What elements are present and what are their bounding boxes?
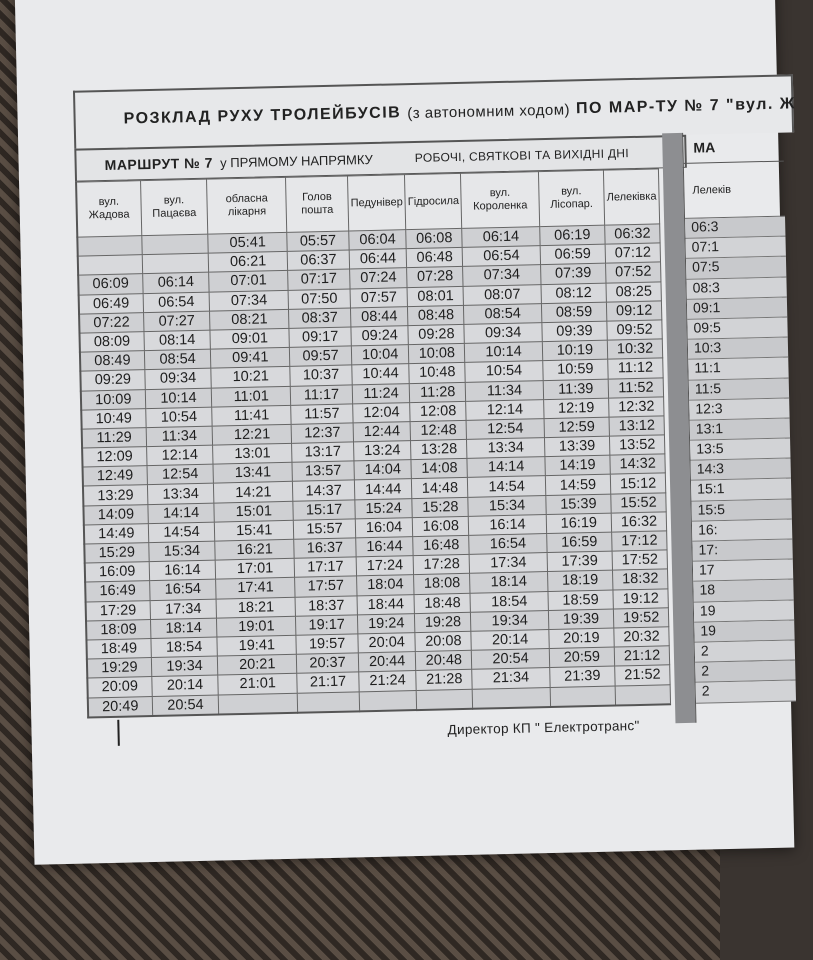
time-cell: 18:09 [86, 619, 151, 640]
time-cell: 09:24 [351, 326, 409, 346]
time-cell: 12:19 [543, 398, 609, 419]
time-cell [550, 686, 616, 707]
time-cell: 17:29 [86, 600, 151, 621]
time-cell: 19:29 [87, 658, 152, 679]
time-cell: 06:59 [540, 244, 606, 265]
time-cell: 20:54 [472, 649, 550, 670]
column-header: Лелеківка [604, 169, 660, 225]
time-cell: 18:49 [86, 639, 151, 660]
time-cell: 15:57 [293, 519, 355, 540]
paper-sheet [14, 0, 794, 865]
time-cell: 14:32 [610, 454, 665, 474]
time-cell: 09:29 [80, 370, 145, 391]
time-cell: 06:32 [605, 224, 660, 244]
time-cell: 05:57 [287, 231, 349, 252]
return-time-cell: 19 [694, 600, 794, 622]
time-cell: 16:59 [546, 532, 612, 553]
time-cell: 18:37 [295, 595, 357, 616]
time-cell: 18:54 [470, 591, 548, 612]
time-cell: 08:48 [408, 305, 465, 325]
time-cell: 06:14 [142, 273, 209, 294]
time-cell: 06:54 [463, 246, 541, 267]
time-cell: 19:12 [613, 588, 668, 608]
return-time-cell: 2 [695, 661, 795, 683]
return-time-cell: 12:3 [689, 398, 789, 420]
time-cell: 21:01 [218, 674, 297, 695]
time-cell: 06:08 [406, 228, 463, 248]
time-cell: 16:54 [149, 579, 216, 600]
time-cell: 08:59 [541, 302, 607, 323]
title-main: РОЗКЛАД РУХУ ТРОЛЕЙБУСІВ [123, 104, 402, 128]
return-time-cell: 15:5 [691, 499, 791, 521]
time-cell: 14:59 [545, 475, 611, 496]
time-cell: 15:41 [215, 520, 294, 541]
time-cell: 07:27 [143, 311, 210, 332]
time-cell: 15:52 [611, 492, 666, 512]
time-cell: 16:32 [611, 512, 666, 532]
time-cell: 20:48 [416, 650, 473, 670]
time-cell: 19:52 [614, 608, 669, 628]
time-cell: 18:59 [548, 590, 614, 611]
time-cell: 20:14 [151, 675, 218, 696]
time-cell: 17:34 [470, 553, 548, 574]
time-cell: 20:04 [358, 633, 416, 653]
time-cell: 10:54 [465, 361, 543, 382]
time-cell: 19:57 [296, 634, 358, 655]
column-header: Гідросила [405, 173, 462, 229]
route-direction: у ПРЯМОМУ НАПРЯМКУ [219, 151, 373, 170]
time-cell: 06:21 [209, 252, 288, 273]
time-cell: 21:39 [549, 666, 615, 687]
time-cell: 06:37 [287, 250, 349, 271]
time-cell: 12:54 [147, 464, 214, 485]
time-cell: 05:41 [208, 232, 287, 253]
column-header: вул. Жадова [76, 181, 141, 237]
time-cell: 20:32 [614, 627, 669, 647]
return-time-cell: 11:5 [689, 378, 789, 400]
time-cell: 10:08 [409, 343, 466, 363]
time-cell: 09:17 [289, 327, 351, 348]
return-time-cell: 19 [694, 620, 794, 642]
time-cell: 08:54 [464, 303, 542, 324]
time-cell: 14:54 [148, 522, 215, 543]
timetable [75, 168, 671, 718]
time-cell: 06:04 [349, 230, 407, 250]
time-cell: 10:09 [81, 389, 146, 410]
time-cell: 18:54 [151, 637, 218, 658]
time-cell: 08:07 [463, 284, 541, 305]
time-cell: 16:04 [355, 517, 413, 537]
time-cell: 08:44 [351, 306, 409, 326]
time-cell: 13:17 [292, 442, 354, 463]
return-time-cell: 09:5 [687, 317, 787, 339]
time-cell: 10:32 [607, 339, 662, 359]
time-cell: 15:29 [84, 543, 149, 564]
time-cell: 16:21 [215, 539, 294, 560]
time-cell: 20:14 [471, 629, 549, 650]
time-cell: 12:21 [213, 424, 292, 445]
column-header: вул. Лісопар. [538, 170, 605, 226]
time-cell: 09:52 [607, 320, 662, 340]
time-cell: 10:19 [542, 340, 608, 361]
time-cell: 12:37 [291, 423, 353, 444]
time-cell: 12:09 [82, 447, 147, 468]
return-time-cell: 11:1 [688, 358, 788, 380]
time-cell: 11:34 [146, 426, 213, 447]
time-cell: 20:59 [549, 647, 615, 668]
time-cell: 16:49 [85, 581, 150, 602]
time-cell: 17:34 [150, 599, 217, 620]
time-cell: 21:24 [359, 671, 417, 691]
time-cell: 11:28 [409, 382, 466, 402]
time-cell: 07:57 [350, 287, 408, 307]
time-cell: 10:49 [81, 408, 146, 429]
time-cell: 17:24 [356, 556, 414, 576]
time-cell: 07:34 [209, 290, 288, 311]
return-panel-header: Лелеків [684, 162, 785, 219]
time-cell: 20:49 [88, 696, 153, 717]
time-cell: 11:52 [608, 377, 663, 397]
time-cell: 10:48 [409, 363, 466, 383]
time-cell: 19:28 [415, 612, 472, 632]
return-panel-cells [685, 217, 796, 704]
time-cell: 08:25 [606, 281, 661, 301]
time-cell: 12:54 [467, 418, 545, 439]
return-time-cell: 13:5 [690, 439, 790, 461]
time-cell: 18:48 [414, 593, 471, 613]
time-cell: 12:04 [353, 402, 411, 422]
time-cell: 16:48 [413, 535, 470, 555]
column-header: вул. Короленка [461, 172, 539, 229]
time-cell: 13:24 [354, 441, 412, 461]
time-cell: 12:59 [544, 417, 610, 438]
time-cell: 11:41 [212, 405, 291, 426]
time-cell: 09:12 [607, 301, 662, 321]
time-cell: 18:14 [470, 572, 548, 593]
time-cell: 13:28 [411, 439, 468, 459]
time-cell: 14:14 [148, 503, 215, 524]
time-cell: 15:39 [545, 494, 611, 515]
time-cell: 12:48 [410, 420, 467, 440]
time-cell: 16:14 [469, 514, 547, 535]
time-cell: 17:01 [216, 558, 295, 579]
time-cell: 18:14 [150, 618, 217, 639]
time-cell: 06:14 [462, 227, 540, 248]
time-cell: 16:09 [85, 562, 150, 583]
margin-mark [117, 720, 120, 746]
time-cell: 18:08 [414, 574, 471, 594]
return-time-cell: 10:3 [688, 338, 788, 360]
time-cell: 19:41 [217, 635, 296, 656]
time-cell: 09:01 [210, 328, 289, 349]
time-cell: 06:49 [79, 293, 144, 314]
time-cell: 15:34 [468, 495, 546, 516]
time-cell: 08:54 [144, 349, 211, 370]
time-cell: 11:12 [608, 358, 663, 378]
time-cell: 18:32 [613, 569, 668, 589]
route-label: МАРШРУТ № 7 [104, 154, 214, 173]
time-cell: 06:54 [143, 292, 210, 313]
time-cell: 17:41 [216, 578, 295, 599]
time-cell: 12:44 [353, 422, 411, 442]
time-cell: 14:19 [545, 455, 611, 476]
time-cell: 20:08 [415, 631, 472, 651]
time-cell: 07:50 [288, 289, 350, 310]
return-time-cell: 2 [696, 681, 796, 703]
time-cell: 08:09 [79, 332, 144, 353]
time-cell: 10:44 [352, 364, 410, 384]
time-cell: 07:01 [209, 271, 288, 292]
return-time-cell: 14:3 [691, 459, 791, 481]
column-header: Педунівер [348, 175, 406, 231]
time-cell: 13:39 [544, 436, 610, 457]
return-time-cell: 08:3 [686, 277, 786, 299]
time-cell: 12:14 [466, 399, 544, 420]
time-cell: 20:37 [296, 653, 358, 674]
return-time-cell: 2 [695, 640, 795, 662]
signature-line: Директор КП " Електротранс" [447, 718, 640, 738]
time-cell [219, 693, 298, 714]
time-cell: 16:54 [469, 534, 547, 555]
column-header: обласна лікарня [207, 177, 287, 234]
time-cell: 14:08 [411, 459, 468, 479]
time-cell: 09:57 [289, 346, 351, 367]
time-cell: 15:34 [148, 541, 215, 562]
time-cell: 18:44 [357, 594, 415, 614]
time-cell: 17:52 [612, 550, 667, 570]
time-cell: 16:37 [294, 538, 356, 559]
time-cell: 08:21 [210, 309, 289, 330]
return-time-cell: 17 [693, 560, 793, 582]
time-cell: 13:01 [213, 443, 292, 464]
time-cell: 15:17 [293, 500, 355, 521]
time-cell: 20:19 [548, 628, 614, 649]
time-cell: 10:04 [351, 345, 409, 365]
time-cell: 16:19 [546, 513, 612, 534]
return-time-cell: 17: [692, 539, 792, 561]
title-sub: (з автономним ходом) [407, 100, 571, 122]
time-cell: 07:24 [350, 268, 408, 288]
time-cell: 10:14 [465, 342, 543, 363]
time-cell: 14:44 [354, 479, 412, 499]
time-cell: 06:44 [349, 249, 407, 269]
time-cell: 13:34 [147, 484, 214, 505]
time-cell: 09:28 [408, 324, 465, 344]
time-cell: 08:01 [407, 286, 464, 306]
time-cell: 21:52 [615, 665, 670, 685]
return-time-cell: 13:1 [690, 418, 790, 440]
time-cell: 14:21 [214, 482, 293, 503]
time-cell: 16:44 [356, 537, 414, 557]
time-cell: 13:57 [292, 461, 354, 482]
time-cell: 11:01 [212, 386, 291, 407]
time-cell: 11:17 [290, 384, 352, 405]
time-cell: 14:49 [84, 523, 149, 544]
return-time-cell: 09:1 [687, 297, 787, 319]
time-cell: 13:41 [213, 463, 292, 484]
time-cell: 15:01 [214, 501, 293, 522]
time-cell: 20:21 [218, 654, 297, 675]
time-cell: 11:24 [352, 383, 410, 403]
column-header: Голов пошта [286, 176, 349, 232]
time-cell: 07:17 [288, 269, 350, 290]
return-time-cell: 16: [692, 519, 792, 541]
time-cell: 06:09 [78, 274, 143, 295]
time-cell: 17:12 [612, 531, 667, 551]
return-time-cell: 07:5 [686, 257, 786, 279]
time-cell: 12:32 [609, 397, 664, 417]
time-cell [141, 234, 208, 255]
time-cell: 19:17 [296, 615, 358, 636]
return-time-cell: 07:1 [686, 237, 786, 259]
time-cell: 19:34 [471, 610, 549, 631]
time-cell [473, 687, 551, 708]
time-cell: 18:21 [216, 597, 295, 618]
time-cell: 06:19 [539, 225, 605, 246]
time-cell: 20:09 [87, 677, 152, 698]
time-cell [78, 255, 143, 276]
route-days: РОБОЧІ, СВЯТКОВІ ТА ВИХІДНІ ДНІ [414, 146, 630, 165]
time-cell: 19:01 [217, 616, 296, 637]
time-cell: 09:39 [542, 321, 608, 342]
time-cell: 13:12 [609, 416, 664, 436]
time-cell: 07:12 [605, 243, 660, 263]
time-cell: 09:34 [464, 323, 542, 344]
time-cell: 07:52 [606, 262, 661, 282]
time-cell [615, 684, 670, 705]
time-cell: 10:59 [542, 359, 608, 380]
time-cell: 10:14 [145, 388, 212, 409]
time-cell: 09:34 [144, 368, 211, 389]
time-cell: 12:49 [83, 466, 148, 487]
time-cell: 11:29 [82, 428, 147, 449]
time-cell: 21:12 [614, 646, 669, 666]
time-cell: 10:37 [290, 365, 352, 386]
time-cell: 15:28 [412, 497, 469, 517]
time-cell: 14:48 [412, 478, 469, 498]
time-cell: 06:48 [406, 248, 463, 268]
time-cell: 09:41 [211, 347, 290, 368]
timetable-sheet [73, 74, 807, 738]
time-cell: 17:17 [294, 557, 356, 578]
time-cell [416, 689, 473, 710]
time-cell [142, 253, 209, 274]
time-cell: 14:37 [292, 480, 354, 501]
time-cell: 15:24 [355, 498, 413, 518]
time-cell: 12:08 [410, 401, 467, 421]
time-cell: 17:28 [413, 555, 470, 575]
time-cell: 14:09 [83, 504, 148, 525]
time-cell: 14:14 [467, 457, 545, 478]
time-cell: 20:44 [358, 652, 416, 672]
time-cell: 07:34 [463, 265, 541, 286]
time-cell: 08:49 [80, 351, 145, 372]
time-cell: 16:14 [149, 560, 216, 581]
time-cell: 08:14 [144, 330, 211, 351]
title-rest: ПО МАР-ТУ № 7 "вул. Ж [575, 95, 796, 118]
time-cell: 11:57 [291, 404, 353, 425]
time-cell: 10:54 [145, 407, 212, 428]
time-cell: 14:54 [468, 476, 546, 497]
time-cell: 08:37 [289, 308, 351, 329]
return-time-cell: 06:3 [685, 217, 785, 239]
time-cell: 21:34 [472, 668, 550, 689]
time-cell: 21:28 [416, 670, 473, 690]
time-cell [359, 690, 417, 711]
time-cell: 13:34 [467, 438, 545, 459]
time-cell [77, 236, 142, 257]
time-cell: 20:54 [152, 695, 219, 716]
time-cell: 13:52 [610, 435, 665, 455]
time-cell: 11:34 [466, 380, 544, 401]
return-time-cell: 15:1 [691, 479, 791, 501]
return-direction-panel [682, 131, 796, 723]
time-cell: 07:28 [407, 267, 464, 287]
time-cell: 21:17 [297, 672, 359, 693]
return-time-cell: 18 [693, 580, 793, 602]
time-cell: 19:34 [151, 656, 218, 677]
time-cell: 10:21 [211, 367, 290, 388]
time-cell: 16:08 [412, 516, 469, 536]
time-cell: 18:19 [547, 570, 613, 591]
time-cell: 11:39 [543, 379, 609, 400]
time-cell: 13:29 [83, 485, 148, 506]
time-cell: 14:04 [354, 460, 412, 480]
return-panel-title: МА [683, 131, 784, 164]
timetable-body [77, 224, 670, 717]
time-cell: 18:04 [357, 575, 415, 595]
time-cell: 15:12 [610, 473, 665, 493]
time-cell: 19:24 [357, 613, 415, 633]
time-cell: 12:14 [146, 445, 213, 466]
time-cell: 08:12 [541, 283, 607, 304]
time-cell: 19:39 [548, 609, 614, 630]
time-cell: 17:39 [547, 551, 613, 572]
time-cell [297, 691, 359, 712]
time-cell: 17:57 [295, 576, 357, 597]
time-cell: 07:39 [540, 264, 606, 285]
column-header: вул. Пацаєва [140, 179, 208, 236]
time-cell: 07:22 [79, 312, 144, 333]
